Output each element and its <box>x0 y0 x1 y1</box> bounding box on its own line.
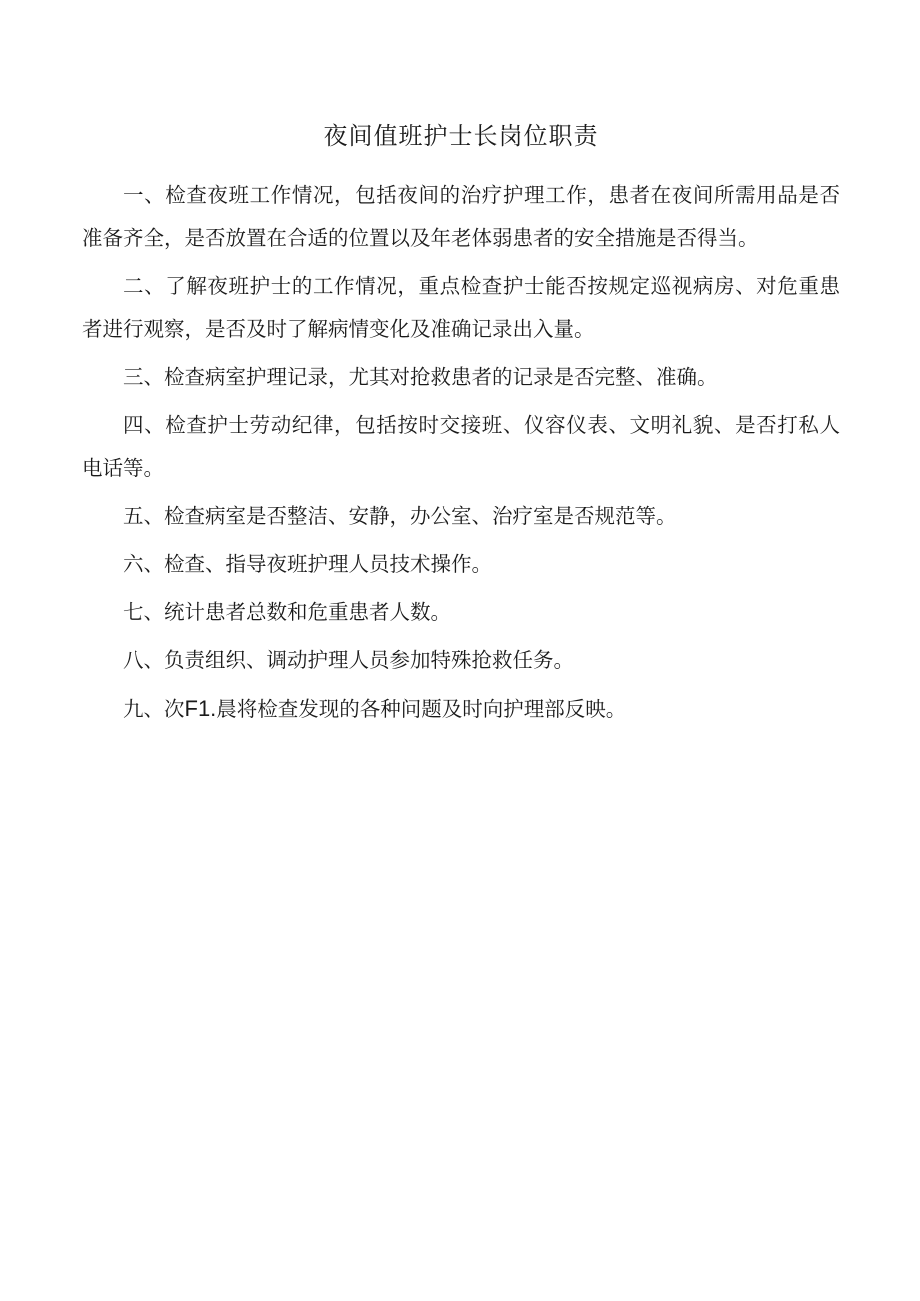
duty-item-3: 三、检查病室护理记录，尤其对抢救患者的记录是否完整、准确。 <box>123 365 718 389</box>
duty-item-7: 七、统计患者总数和危重患者人数。 <box>123 600 451 624</box>
duty-item-8: 八、负责组织、调动护理人员参加特殊抢救任务。 <box>123 648 574 672</box>
duty-item-9-prefix: 九、次 <box>123 697 185 721</box>
duty-item-9-suffix: 晨将检查发现的各种问题及时向护理部反映。 <box>216 697 627 721</box>
duty-item-9 <box>82 687 840 731</box>
document-title: 夜间值班护士长岗位职责 <box>323 122 599 150</box>
duty-item-9-latin: F1. <box>184 696 217 721</box>
duty-item-4: 四、检查护士劳动纪律，包括按时交接班、仪容仪表、文明礼貌、是否打私人电话等。 <box>82 413 840 480</box>
duty-item-2: 二、了解夜班护士的工作情况，重点检查护士能否按规定巡视病房、对危重患者进行观察，是否及时了解病情变化及准确记录出入量。 <box>82 274 840 341</box>
duty-item-6: 六、检查、指导夜班护理人员技术操作。 <box>123 552 492 576</box>
duty-item-5: 五、检查病室是否整洁、安静，办公室、治疗室是否规范等。 <box>123 504 677 528</box>
duty-item-1: 一、检查夜班工作情况，包括夜间的治疗护理工作，患者在夜间所需用品是否准备齐全，是否放置在合适的位置以及年老体弱患者的安全措施是否得当。 <box>82 183 840 250</box>
